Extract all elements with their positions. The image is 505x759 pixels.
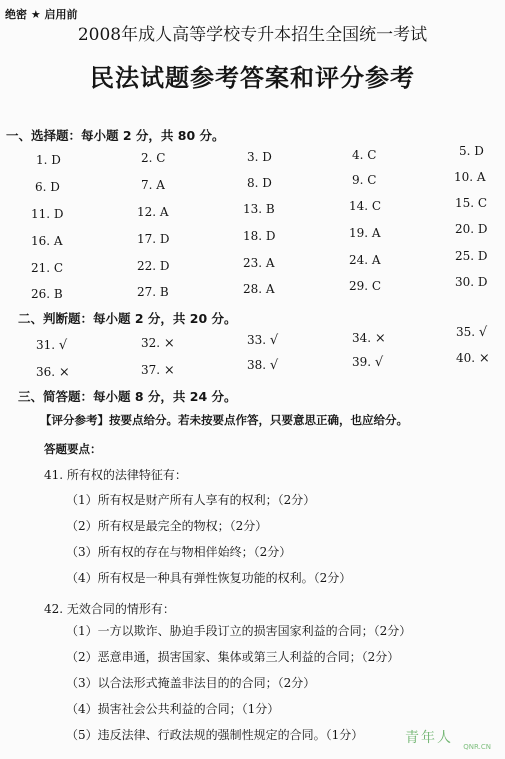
site-watermark-logo xyxy=(405,727,491,751)
judgement-item: 32. × xyxy=(141,336,175,351)
answer-item: 28. A xyxy=(243,282,275,296)
section3-heading: 三、简答题：每小题 8 分，共 24 分。 xyxy=(18,389,237,404)
answer-item: 7. A xyxy=(141,178,165,192)
confidential-label: 绝密 ★ 启用前 xyxy=(5,8,78,21)
answer-item: 16. A xyxy=(31,234,63,248)
judgement-item: 37. × xyxy=(141,363,175,378)
answer-item: 15. C xyxy=(455,196,488,210)
judgement-item: 34. × xyxy=(352,331,386,346)
answer-item: 12. A xyxy=(137,205,169,219)
answer-item: 24. A xyxy=(349,253,381,267)
answer-item: 9. C xyxy=(352,173,377,187)
judgement-item: 31. √ xyxy=(36,338,68,353)
question-42-item: （2）恶意串通，损害国家、集体或第三人利益的合同；（2分） xyxy=(66,650,400,664)
answer-item: 13. B xyxy=(243,202,275,216)
answer-item: 20. D xyxy=(455,222,488,236)
question-41-item: （2）所有权是最完全的物权；（2分） xyxy=(66,519,268,533)
answer-item: 4. C xyxy=(352,148,377,162)
answer-item: 10. A xyxy=(454,170,486,184)
answer-item: 23. A xyxy=(243,256,275,270)
answer-item: 11. D xyxy=(31,207,64,221)
exam-title: 2008年成人高等学校专升本招生全国统一考试 xyxy=(77,25,428,45)
judgement-item: 38. √ xyxy=(247,358,279,373)
answer-item: 27. B xyxy=(137,285,169,299)
question-42-item: （3）以合法形式掩盖非法目的的合同；（2分） xyxy=(66,676,316,690)
judgement-item: 36. × xyxy=(36,365,70,380)
answer-item: 8. D xyxy=(247,176,272,190)
watermark-logo-text: 青年人 xyxy=(405,730,453,746)
question-41-item: （3）所有权的存在与物相伴始终；（2分） xyxy=(66,545,292,559)
answer-item: 26. B xyxy=(31,287,63,301)
question-41-item: （1）所有权是财产所有人享有的权利；（2分） xyxy=(66,493,316,507)
answer-item: 6. D xyxy=(35,180,60,194)
question-42-item: （5）违反法律、行政法规的强制性规定的合同。（1分） xyxy=(66,728,364,742)
answer-item: 18. D xyxy=(243,229,276,243)
answer-item: 29. C xyxy=(349,279,382,293)
question-41-item: （4）所有权是一种具有弹性恢复功能的权利。（2分） xyxy=(66,571,352,585)
judgement-item: 33. √ xyxy=(247,333,279,348)
answer-item: 22. D xyxy=(137,259,170,273)
question-42-item: （1）一方以欺诈、胁迫手段订立的损害国家利益的合同；（2分） xyxy=(66,624,412,638)
judgement-item: 35. √ xyxy=(456,325,488,340)
answer-item: 5. D xyxy=(459,144,484,158)
watermark-site-text: QNR.CN xyxy=(463,743,491,751)
question-41-title: 41. 所有权的法律特征有： xyxy=(44,468,187,482)
document-title: 民法试题参考答案和评分参考 xyxy=(90,63,415,92)
answer-points-label: 答题要点： xyxy=(44,442,102,456)
answer-item: 21. C xyxy=(31,261,64,275)
answer-item: 1. D xyxy=(36,153,61,167)
answer-item: 30. D xyxy=(455,275,488,289)
answer-item: 2. C xyxy=(141,151,166,165)
answer-item: 3. D xyxy=(247,150,272,164)
question-42-item: （4）损害社会公共利益的合同；（1分） xyxy=(66,702,280,716)
answer-item: 14. C xyxy=(349,199,382,213)
answer-item: 19. A xyxy=(349,226,381,240)
judgement-item: 40. × xyxy=(456,351,490,366)
section1-heading: 一、选择题：每小题 2 分，共 80 分。 xyxy=(6,128,225,143)
section2-heading: 二、判断题：每小题 2 分，共 20 分。 xyxy=(18,311,237,326)
answer-item: 17. D xyxy=(137,232,170,246)
grading-note: 【评分参考】按要点给分。若未按要点作答，只要意思正确，也应给分。 xyxy=(40,413,408,427)
question-42-title: 42. 无效合同的情形有： xyxy=(44,602,175,616)
judgement-item: 39. √ xyxy=(352,355,384,370)
answer-item: 25. D xyxy=(455,249,488,263)
